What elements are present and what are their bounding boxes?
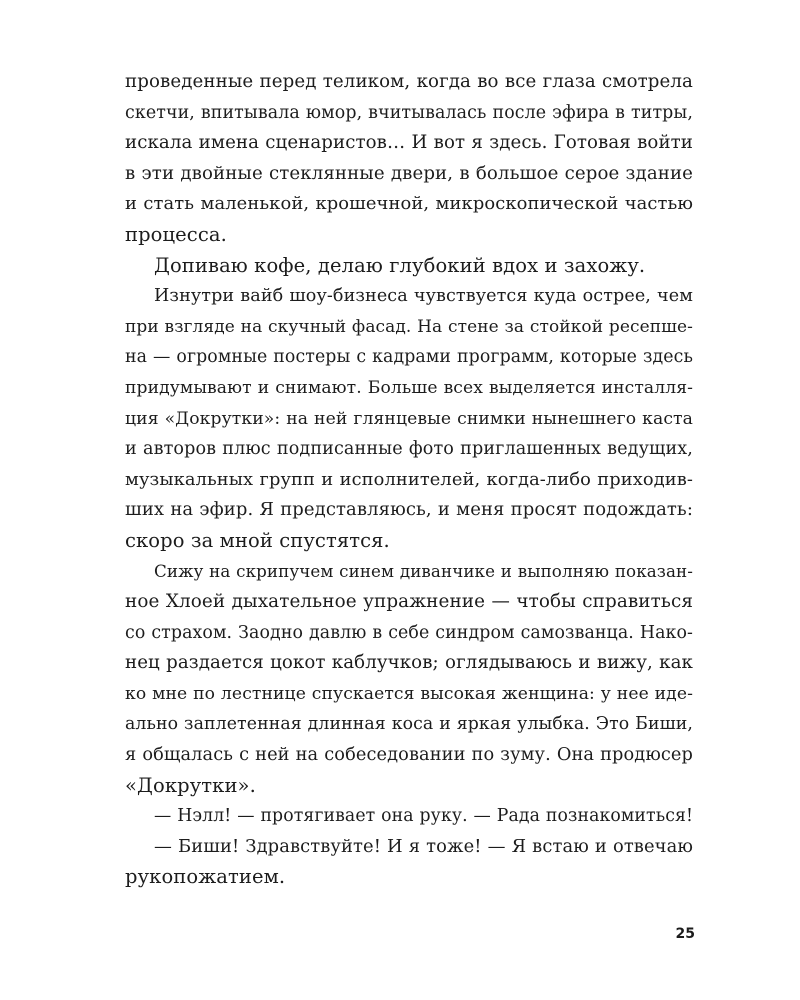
text-line: музыкальных групп и исполнителей, когда-либо приходив- <box>125 468 693 490</box>
text-line: ция «Докрутки»: на ней глянцевые снимки нынешнего каста <box>125 408 693 429</box>
page-number: 25 <box>675 926 695 942</box>
text-line: ально заплетенная длинная коса и яркая улыбка. Это Биши, <box>125 714 693 735</box>
text-line: на — огромные постеры с кадрами программ, которые здесь <box>125 347 693 368</box>
text-line: Допиваю кофе, делаю глубокий вдох и захожу. <box>154 253 646 277</box>
text-line: искала имена сценаристов… И вот я здесь. Готовая войти <box>125 132 693 154</box>
text-line: ших на эфир. Я представляюсь, и меня просят подождать: <box>125 499 693 521</box>
text-line: рукопожатием. <box>125 865 286 889</box>
text-line: — Нэлл! — протягивает она руку. — Рада познакомиться! <box>154 806 693 827</box>
text-line: Изнутри вайб шоу-бизнеса чувствуется куда острее, чем <box>154 286 693 307</box>
text-line: придумывают и снимают. Больше всех выделяется инсталля- <box>125 377 693 398</box>
text-line: нец раздается цокот каблучков; оглядываюсь и вижу, как <box>125 652 693 674</box>
text-line: скоро за мной спустятся. <box>125 528 390 552</box>
text-line: при взгляде на скучный фасад. На стене за стойкой ресепше- <box>125 316 693 337</box>
text-line: я общалась с ней на собеседовании по зуму. Она продюсер <box>125 745 693 766</box>
text-line: ное Хлоей дыхательное упражнение — чтобы справиться <box>125 591 693 613</box>
text-line: — Биши! Здравствуйте! И я тоже! — Я встаю и отвечаю <box>154 835 693 857</box>
text-line: и стать маленькой, крошечной, микроскопической частью <box>125 193 693 215</box>
text-line: со страхом. Заодно давлю в себе синдром самозванца. Нако- <box>125 622 693 643</box>
text-line: и авторов плюс подписанные фото приглашенных ведущих, <box>125 439 693 460</box>
text-line: «Докрутки». <box>125 773 256 797</box>
text-line: процесса. <box>125 222 227 246</box>
text-line: скетчи, впитывала юмор, вчитывалась после эфира в титры, <box>125 102 693 123</box>
text-line: проведенные перед теликом, когда во все глаза смотрела <box>125 71 693 92</box>
text-line: Сижу на скрипучем синем диванчике и выполняю показан- <box>154 561 693 581</box>
text-line: ко мне по лестнице спускается высокая женщина: у нее иде- <box>125 683 693 704</box>
body-text <box>125 67 693 893</box>
text-line: в эти двойные стеклянные двери, в большое серое здание <box>125 162 693 184</box>
